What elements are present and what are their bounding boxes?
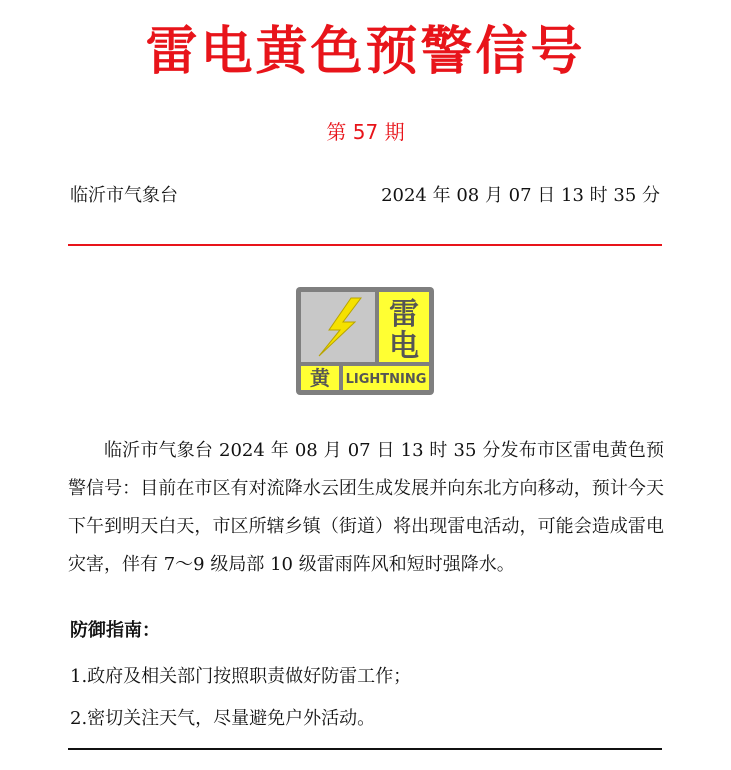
warning-body-text: 临沂市气象台 2024 年 08 月 07 日 13 时 35 分发布市区雷电黄色预警信号：目前在市区有对流降水云团生成发展并向东北方向移动，预计今天下午到明天白天，市区所辖乡镇（街道）将出现雷电活动，可能会造成雷电灾害，伴有 7～9 级局部 10 级雷雨阵风和短时强降水。 <box>68 440 664 575</box>
signal-char-dian: 电 <box>389 329 419 364</box>
guide-title: 防御指南： <box>70 620 160 641</box>
issuer: 临沂市气象台 <box>70 185 178 206</box>
guide-item: 2.密切关注天气，尽量避免户外活动。 <box>70 708 376 729</box>
lightning-yellow-warning-signal <box>295 286 435 396</box>
issue-datetime: 2024 年 08 月 07 日 13 时 35 分 <box>381 185 660 206</box>
page-title: 雷电黄色预警信号 <box>145 22 586 82</box>
red-divider <box>68 244 662 246</box>
issue-number: 第 57 期 <box>326 120 405 144</box>
signal-label: LIGHTNING <box>345 372 427 387</box>
signal-level-char: 黄 <box>310 366 330 390</box>
guide-item: 1.政府及相关部门按照职责做好防雷工作； <box>70 666 412 687</box>
black-divider <box>68 748 662 750</box>
signal-char-lei: 雷 <box>389 297 419 332</box>
